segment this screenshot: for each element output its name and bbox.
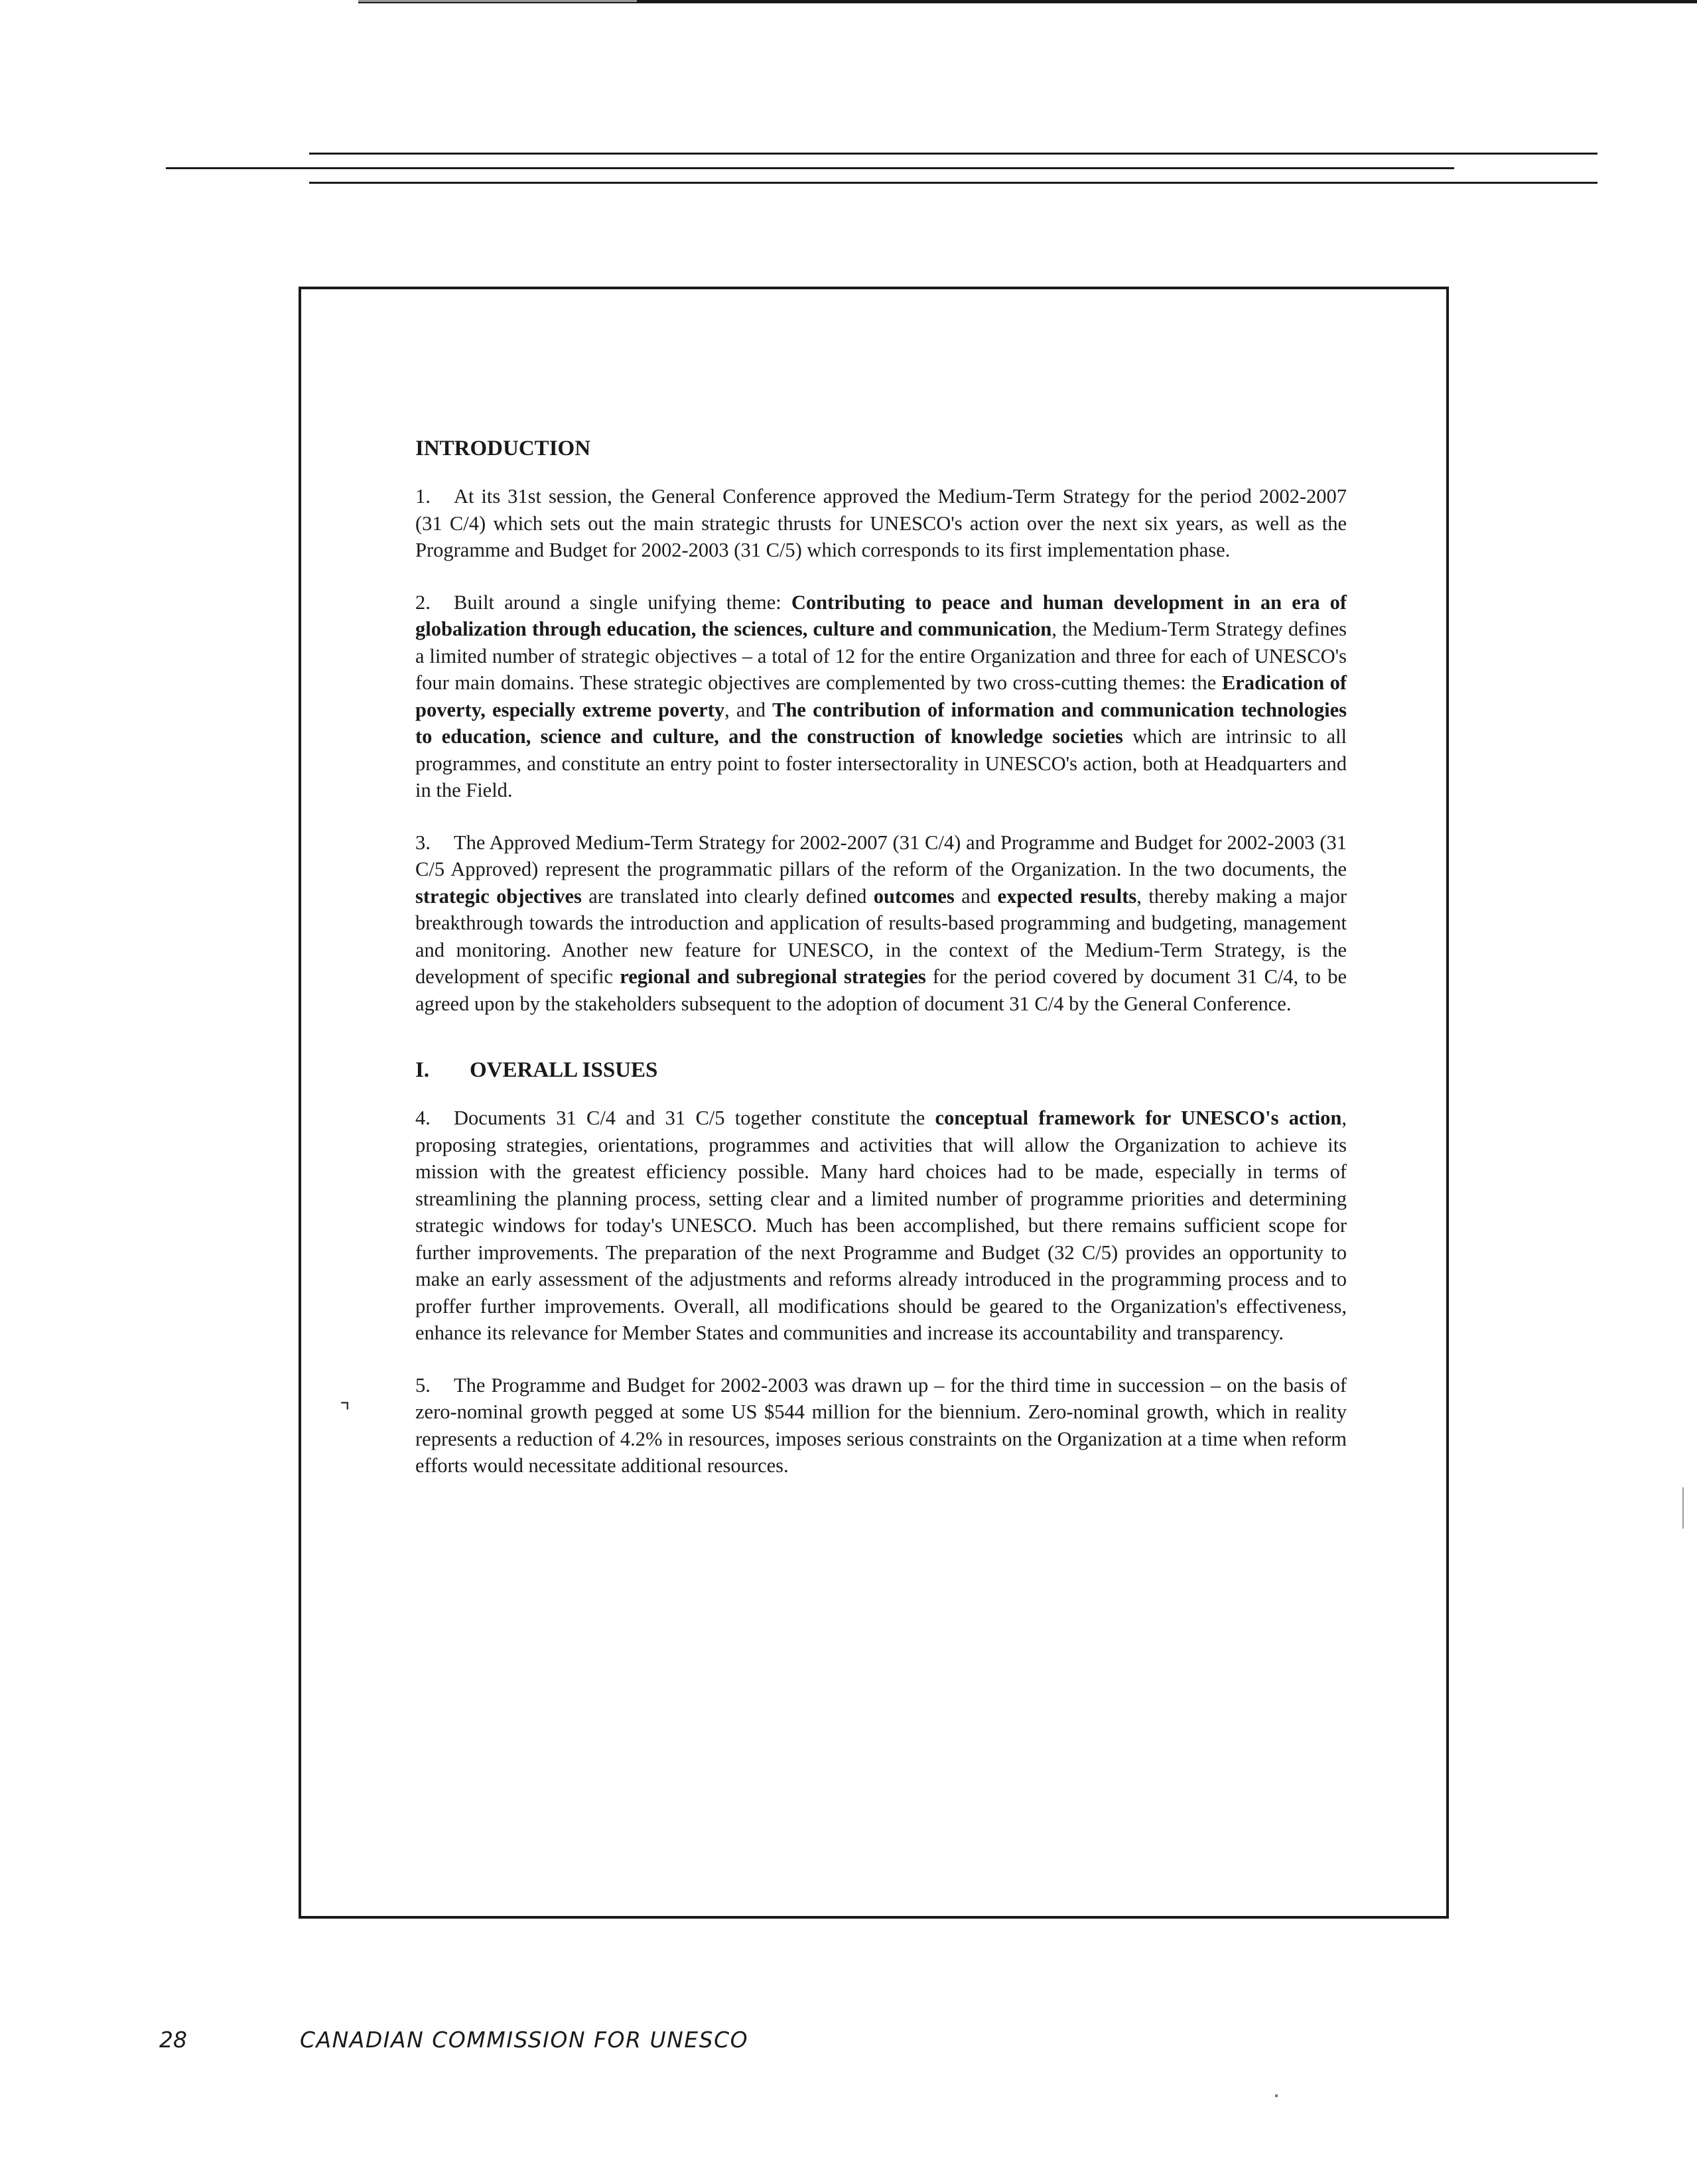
header-rule-3 [309, 182, 1597, 184]
paragraph-number: 4. [415, 1107, 431, 1129]
paragraph-4: 4. Documents 31 C/4 and 31 C/5 together constitute the conceptual framework for UNESCO's action, proposing strategies, orientations, programmes and activities that will allow the Organization to achieve its mission with the greatest efficiency possible. Many hard choices had to be made, especially in terms of streamlining the planning process, setting clear and a limited number of programme priorities and determining strategic windows for today's UNESCO. Much has been accomplished, but there remains sufficient scope for further improvements. The preparation of the next Programme and Budget (32 C/5) provides an opportunity to make an early assessment of the adjustments and reforms already introduced in the programming process and to proffer further improvements. Overall, all modifications should be geared to the Organization's effectiveness, enhance its relevance for Member States and communities and increase its accountability and transparency. [415, 1105, 1347, 1347]
emphasis-theme: Contributing to peace and human development in an era of globalization through education, the sciences, culture and communication [415, 590, 1347, 640]
emphasis-ict: The contribution of information and communication technologies to education, science and culture, and the construction of knowledge societies [415, 698, 1347, 748]
top-edge-faint-rule [358, 0, 637, 2]
document-body [415, 435, 1347, 1505]
margin-scan-tick [1682, 1487, 1684, 1529]
introduction-heading: INTRODUCTION [415, 437, 591, 460]
emphasis-poverty: Eradication of poverty, especially extreme poverty [415, 671, 1347, 721]
section-spacer [415, 1042, 1347, 1057]
footer-publisher: CANADIAN COMMISSION FOR UNESCO [300, 2027, 749, 2053]
section-title: OVERALL ISSUES [470, 1058, 658, 1082]
margin-pen-mark: ⌝ [340, 1400, 350, 1424]
scan-dot [1275, 2094, 1278, 2097]
paragraph-number: 5. [415, 1373, 431, 1397]
paragraph-1 [415, 483, 1347, 564]
paragraph-text: At its 31st session, the General Conference approved the Medium-Term Strategy for the period 2002-2007 (31 C/4) which sets out the main strategic thrusts for UNESCO's action over the next six years, as well as the Programme and Budget for 2002-2003 (31 C/5) which corresponds to its first implementation phase. [415, 485, 1347, 561]
header-rule-2 [166, 167, 1454, 169]
emphasis-conceptual-framework: conceptual framework for UNESCO's action [935, 1107, 1342, 1129]
paragraph-number: 1. [415, 485, 431, 508]
header-rule-1 [309, 153, 1597, 155]
section-1-heading [415, 1057, 1347, 1083]
paragraph-text: The Programme and Budget for 2002-2003 was drawn up – for the third time in succession – on the basis of zero-nominal growth pegged at some US $544 million for the biennium. Zero-nominal growth, which in reality represents a reduction of 4.2% in resources, imposes serious constraints on the Organization at a time when reform efforts would necessitate additional resources. [415, 1373, 1347, 1477]
section-number: I. [415, 1058, 430, 1082]
emphasis-expected-results: expected results [997, 884, 1137, 908]
paragraph-3: 3. The Approved Medium-Term Strategy for 2002-2007 (31 C/4) and Programme and Budget for 2002-2003 (31 C/5 Approved) represent the programmatic pillars of the reform of the Organization. In the two documents, the strategic objectives are translated into clearly defined outcomes and expected results, thereby making a major breakthrough towards the introduction and application of results-based programming and budgeting, management and monitoring. Another new feature for UNESCO, in the context of the Medium-Term Strategy, is the development of specific regional and subregional strategies for the period covered by document 31 C/4, to be agreed upon by the stakeholders subsequent to the adoption of document 31 C/4 by the General Conference. [415, 829, 1347, 1018]
paragraph-5 [415, 1372, 1347, 1479]
footer-page-number: 28 [159, 2027, 187, 2053]
paragraph-number: 2. [415, 590, 431, 614]
emphasis-regional-strategies: regional and subregional strategies [620, 965, 926, 988]
emphasis-strategic-objectives: strategic objectives [415, 884, 582, 908]
paragraph-2: 2. Built around a single unifying theme: Contributing to peace and human development in an era of globalization through education, the sciences, culture and communication, the Medium-Term Strategy defines a limited number of strategic objectives – a total of 12 for the entire Organization and three for each of UNESCO's four main domains. These strategic objectives are complemented by two cross-cutting themes: the Eradication of poverty, especially extreme poverty, and The contribution of information and communication technologies to education, science and culture, and the construction of knowledge societies which are intrinsic to all programmes, and constitute an entry point to foster intersectorality in UNESCO's action, both at Headquarters and in the Field. [415, 589, 1347, 804]
emphasis-outcomes: outcomes [873, 884, 955, 908]
paragraph-number: 3. [415, 831, 431, 854]
